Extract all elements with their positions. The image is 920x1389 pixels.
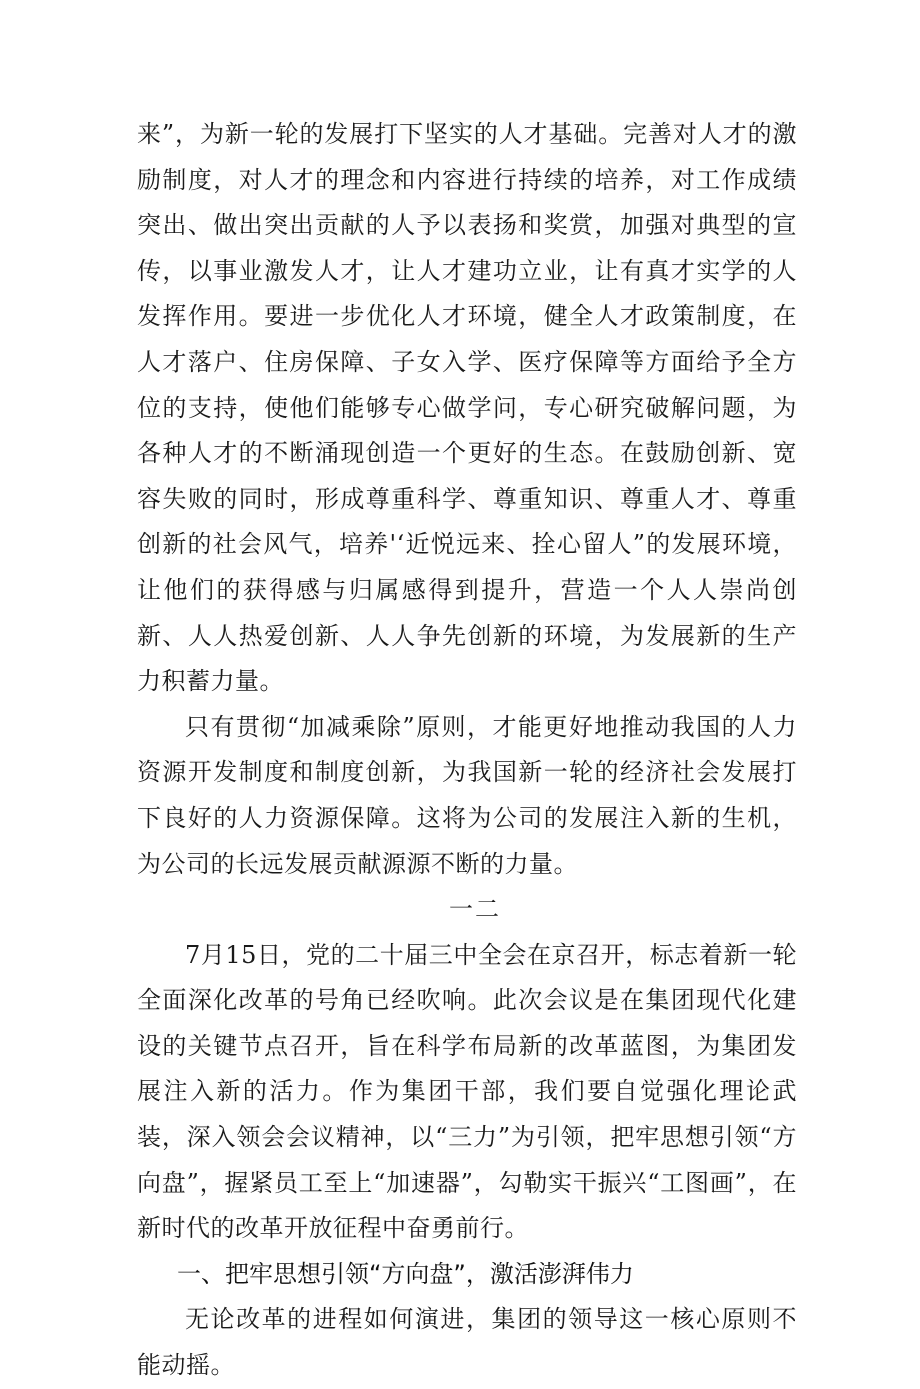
paragraph-leadership-principle: 无论改革的进程如何演进，集团的领导这一核心原则不能动摇。 — [137, 1305, 797, 1380]
section-heading: 一、把牢思想引领“方向盘”，激活澎湃伟力 — [177, 1259, 634, 1288]
section-number: 一二 — [449, 895, 501, 924]
paragraph-add-subtract-principle: 只有贯彻“加减乘除”原则，才能更好地推动我国的人力资源开发制度和制度创新，为我国新一轮的经济社会发展打下良好的人力资源保障。这将为公司的发展注入新的生机，为公司的长远发展贡献源源不断的力量。 — [137, 712, 797, 878]
paragraph-plenary-session: 7月15日，党的二十届三中全会在京召开，标志着新一轮全面深化改革的号角已经吹响。此次会议是在集团现代化建设的关键节点召开，旨在科学布局新的改革蓝图，为集团发展注入新的活力。作为集团干部，我们要自觉强化理论武装，深入领会会议精神，以“三力”为引领，把牢思想引领“方向盘”，握紧员工至上“加速器”，勾勒实干振兴“工图画”，在新时代的改革开放征程中奋勇前行。 — [137, 940, 797, 1243]
document-page — [137, 112, 797, 1389]
paragraph-talent-policy: 来”，为新一轮的发展打下坚实的人才基础。完善对人才的激励制度，对人才的理念和内容进行持续的培养，对工作成绩突出、做出突出贡献的人予以表扬和奖赏，加强对典型的宣传，以事业激发人才，让人才建功立业，让有真才实学的人发挥作用。要进一步优化人才环境，健全人才政策制度，在人才落户、住房保障、子女入学、医疗保障等方面给予全方位的支持，使他们能够专心做学问，专心研究破解问题，为各种人才的不断涌现创造一个更好的生态。在鼓励创新、宽容失败的同时，形成尊重科学、尊重知识、尊重人才、尊重创新的社会风气，培养'‘近悦远来、拴心留人”的发展环境，让他们的获得感与归属感得到提升，营造一个人人崇尚创新、人人热爱创新、人人争先创新的环境，为发展新的生产力积蓄力量。 — [137, 120, 797, 696]
